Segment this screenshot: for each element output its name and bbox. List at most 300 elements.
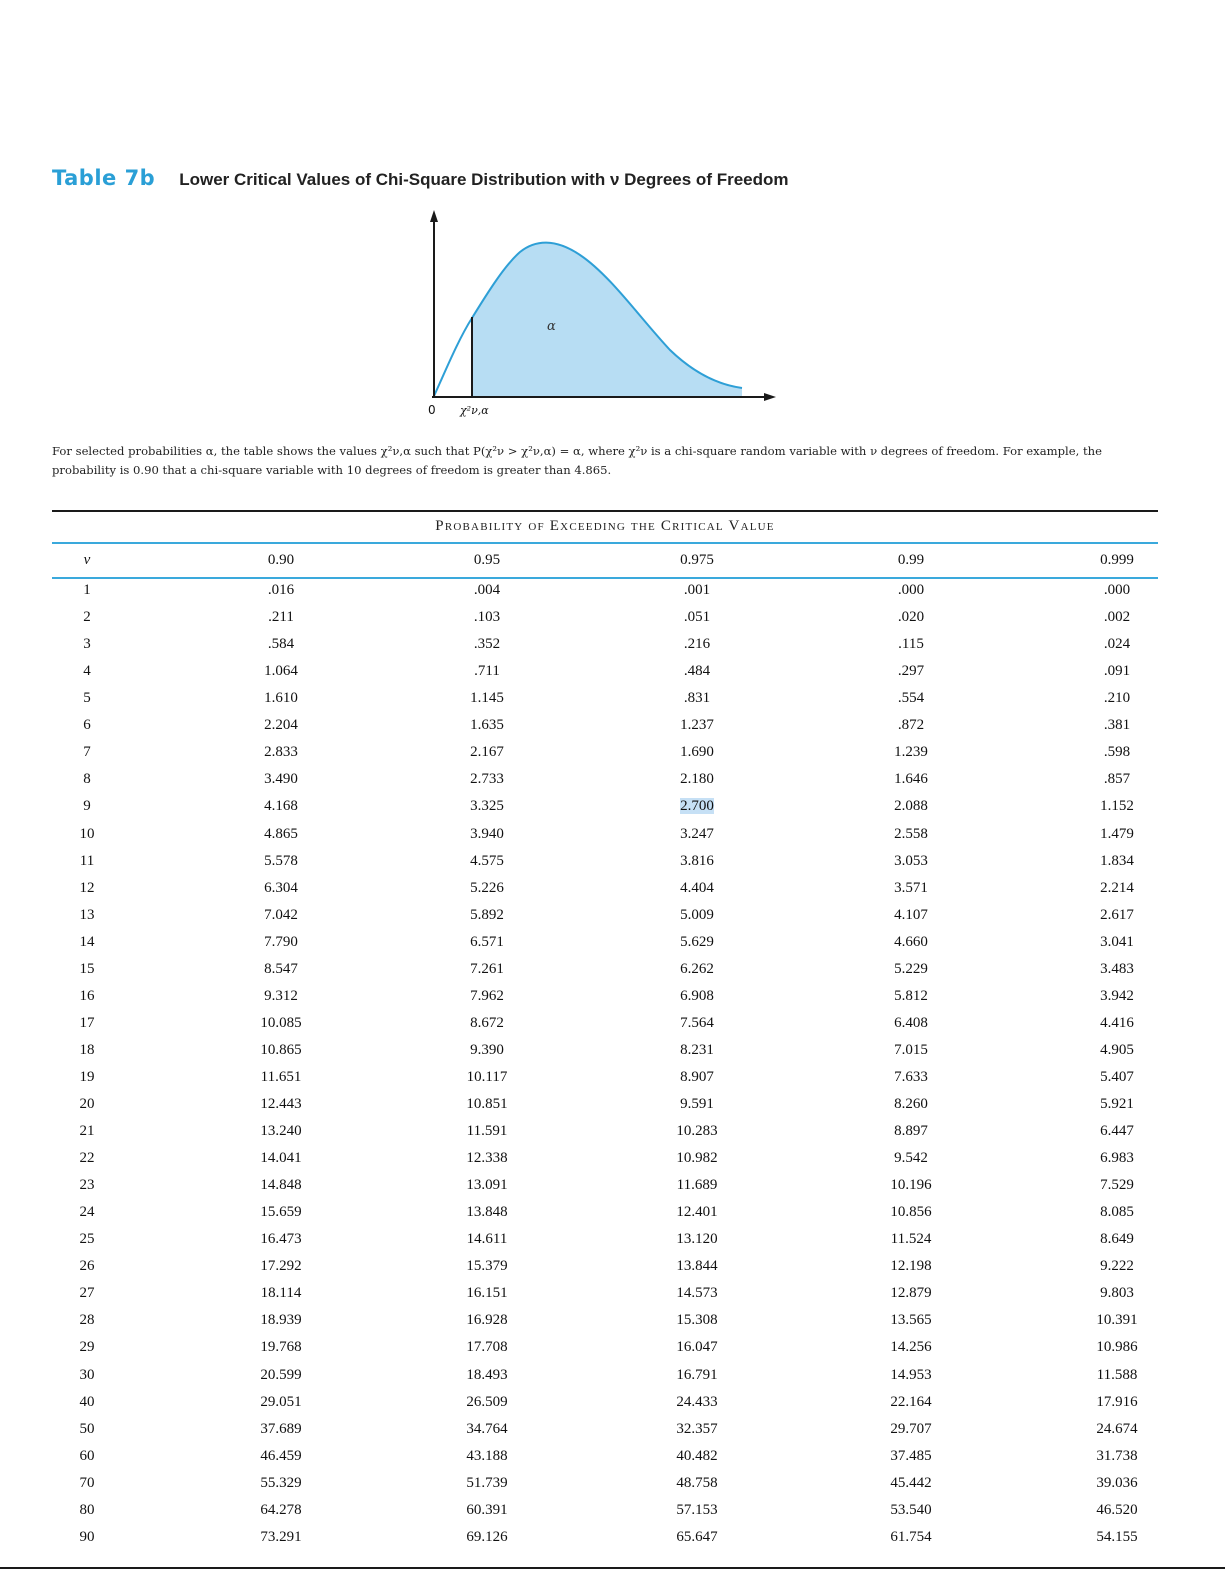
critical-value-cell (866, 1258, 956, 1275)
df-cell (72, 826, 102, 843)
df-cell (72, 1285, 102, 1302)
cell-value: 1.479 (1100, 825, 1134, 842)
cell-value: 8.907 (680, 1068, 714, 1085)
cell-value: 6.571 (470, 933, 504, 950)
cell-value: 3.942 (1100, 987, 1134, 1004)
critical-value-cell (1072, 1367, 1162, 1384)
critical-value-cell (1072, 1475, 1162, 1492)
cell-value: 13.240 (260, 1123, 302, 1139)
cell-value: 2.204 (264, 717, 298, 734)
cell-value: 64.278 (260, 1501, 302, 1518)
critical-value-cell (1072, 1258, 1162, 1275)
cell-value: .216 (683, 636, 711, 653)
critical-value-cell (866, 1475, 956, 1492)
cell-value: 11 (79, 852, 95, 869)
critical-value-cell (442, 690, 532, 707)
cell-value: 14.611 (466, 1231, 508, 1248)
critical-value-cell (866, 988, 956, 1005)
critical-value-cell (442, 1231, 532, 1248)
critical-value-cell (236, 609, 326, 626)
cell-value: 24.674 (1096, 1420, 1138, 1437)
cell-value: 20 (79, 1096, 95, 1112)
chi-square-density-figure (0, 0, 1225, 440)
cell-value: 1.152 (1100, 798, 1134, 815)
critical-value-cell (236, 1123, 326, 1140)
cell-value: 10.982 (676, 1150, 718, 1167)
cell-value: 4 (83, 663, 91, 680)
critical-value-cell (442, 1123, 532, 1140)
cell-value: 3.247 (680, 825, 714, 842)
critical-value-cell (236, 1204, 326, 1221)
table-number: Table 7b (52, 166, 156, 190)
critical-value-cell (1072, 880, 1162, 897)
critical-value-cell (1072, 690, 1162, 707)
critical-value-cell (236, 988, 326, 1005)
cell-value: 40.482 (676, 1447, 718, 1464)
cell-value: 8.649 (1100, 1231, 1134, 1248)
critical-value-cell (442, 636, 532, 653)
df-cell (72, 1231, 102, 1248)
critical-value-cell (236, 1096, 326, 1113)
critical-value-cell (1072, 1123, 1162, 1140)
probability-super-header: Probability of Exceeding the Critical Value (435, 518, 775, 534)
cell-value: 25 (79, 1231, 95, 1248)
critical-value-cell (1072, 1177, 1162, 1194)
df-cell (72, 1015, 102, 1032)
critical-value-cell (652, 1367, 742, 1384)
critical-value-cell (1072, 1231, 1162, 1248)
critical-value-cell (236, 771, 326, 788)
df-cell (72, 717, 102, 734)
critical-value-cell (236, 1258, 326, 1275)
cell-value: 2.088 (894, 798, 928, 815)
cell-value: .051 (683, 609, 711, 625)
critical-value-cell (866, 934, 956, 951)
cell-value: 3.041 (1100, 933, 1134, 950)
cell-value: 15 (79, 960, 95, 977)
critical-value-cell (1072, 1285, 1162, 1302)
critical-value-cell (652, 771, 742, 788)
critical-value-cell (442, 907, 532, 924)
cell-value: 18.493 (466, 1366, 508, 1383)
critical-value-cell (866, 744, 956, 761)
critical-value-cell (236, 1529, 326, 1546)
critical-value-cell (236, 1367, 326, 1384)
cell-value: 22 (79, 1150, 95, 1167)
critical-value-cell (442, 1285, 532, 1302)
cell-value: 7.261 (470, 960, 504, 977)
cell-value: 6.304 (264, 879, 298, 896)
cell-value: 8.897 (894, 1123, 928, 1139)
cell-value: 10.391 (1096, 1312, 1138, 1329)
cell-value: 3 (83, 636, 91, 653)
critical-value-cell (652, 1258, 742, 1275)
critical-value-cell (442, 988, 532, 1005)
critical-value-cell (442, 1367, 532, 1384)
header-rule (52, 577, 1158, 579)
df-cell (72, 934, 102, 951)
cell-value: 43.188 (466, 1447, 508, 1464)
df-cell (72, 609, 102, 626)
cell-value: 5.226 (470, 879, 504, 896)
cell-value: 14.573 (676, 1285, 718, 1302)
cell-value: 7.962 (470, 987, 504, 1004)
critical-value-cell (236, 690, 326, 707)
critical-value-cell (442, 1312, 532, 1329)
cell-value: 7.790 (264, 933, 298, 950)
cell-value: 48.758 (676, 1474, 718, 1491)
df-cell (72, 798, 102, 815)
critical-value-cell (866, 690, 956, 707)
cell-value: 80 (79, 1501, 95, 1518)
critical-value-cell (866, 1339, 956, 1356)
cell-value: 2 (83, 609, 91, 625)
cell-value: 8.231 (680, 1041, 714, 1058)
cell-value: 17.708 (466, 1339, 508, 1356)
cell-value: 20.599 (260, 1366, 302, 1383)
cell-value: 60.391 (466, 1501, 508, 1518)
critical-value-cell (1072, 934, 1162, 951)
cell-value: 7 (83, 744, 91, 761)
critical-value-cell (236, 880, 326, 897)
critical-value-cell (236, 1312, 326, 1329)
cell-value: 13.848 (466, 1204, 508, 1221)
cell-value: 22.164 (890, 1393, 932, 1410)
critical-value-cell (236, 636, 326, 653)
critical-value-cell (236, 826, 326, 843)
cell-value: 3.053 (894, 852, 928, 869)
cell-value: .020 (897, 609, 925, 625)
cell-value: 37.689 (260, 1420, 302, 1437)
critical-value-cell (652, 1339, 742, 1356)
critical-value-cell (866, 1177, 956, 1194)
cell-value: 46.459 (260, 1447, 302, 1464)
cell-value: 12 (79, 879, 95, 896)
cell-value: 2.180 (680, 771, 714, 788)
critical-value-cell (442, 961, 532, 978)
cell-value: 39.036 (1096, 1474, 1138, 1491)
critical-value-cell (236, 853, 326, 870)
x-axis-arrow (764, 393, 776, 401)
cell-value: 50 (79, 1420, 95, 1437)
cell-value: 11.689 (676, 1177, 718, 1194)
df-cell (72, 771, 102, 788)
critical-value-cell (866, 961, 956, 978)
cell-value: 8.260 (894, 1096, 928, 1112)
cell-value: 32.357 (676, 1420, 718, 1437)
critical-value-cell (866, 1285, 956, 1302)
critical-value-cell (652, 1150, 742, 1167)
critical-value-cell (1072, 1394, 1162, 1411)
cell-value: .584 (267, 636, 295, 653)
df-cell (72, 1312, 102, 1329)
table-description: For selected probabilities α, the table shows the values χ²ν,α such that P(χ²ν > χ²ν,α) = α, where χ²ν is a chi-square random variable with ν degrees of freedom. For example, the probability is 0.90 that a chi-square variable with 10 degrees of freedom is greater than 4.865. (52, 444, 1102, 477)
cell-value: 12.338 (466, 1150, 508, 1167)
cell-value: 11.524 (890, 1231, 932, 1248)
cell-value: 2.617 (1100, 906, 1134, 923)
critical-value-cell (236, 1394, 326, 1411)
cell-value: 18 (79, 1041, 95, 1058)
cell-value: 4.168 (264, 798, 298, 815)
cell-value: 6 (83, 717, 91, 734)
df-cell (72, 1502, 102, 1519)
cell-value: 55.329 (260, 1474, 302, 1491)
cell-value: .115 (898, 636, 924, 653)
cell-value: 15.308 (676, 1312, 718, 1329)
critical-value-cell (866, 1312, 956, 1329)
critical-value-cell (866, 1150, 956, 1167)
critical-value-cell (1072, 1312, 1162, 1329)
critical-value-cell (442, 717, 532, 734)
cell-value: 13 (79, 906, 95, 923)
cell-value: .484 (683, 663, 711, 680)
cell-value: 21 (79, 1123, 95, 1139)
critical-value-cell (652, 636, 742, 653)
cell-value: 7.042 (264, 906, 298, 923)
cell-value: 19 (79, 1068, 95, 1085)
cell-value: 2.700 (680, 798, 714, 815)
critical-value-cell (442, 1096, 532, 1113)
cell-value: .352 (473, 636, 501, 653)
cell-value: 4.107 (894, 906, 928, 923)
critical-value-cell (442, 880, 532, 897)
critical-value-cell (236, 1069, 326, 1086)
cell-value: 6.908 (680, 987, 714, 1004)
critical-value-cell (442, 582, 532, 599)
critical-value-cell (866, 1096, 956, 1113)
cell-value: 12.401 (676, 1204, 718, 1221)
cell-value: .103 (473, 609, 501, 625)
cell-value: .000 (1103, 582, 1131, 598)
cell-value: 10.986 (1096, 1339, 1138, 1356)
critical-value-cell (866, 1015, 956, 1032)
critical-value-cell (236, 1177, 326, 1194)
cell-value: .016 (267, 582, 295, 598)
critical-value-cell (236, 663, 326, 680)
df-cell (72, 1448, 102, 1465)
cell-value: 5.892 (470, 906, 504, 923)
cell-value: 9.591 (680, 1096, 714, 1112)
critical-value-cell (866, 1529, 956, 1546)
alpha-label: α (547, 319, 556, 334)
cell-value: 4.865 (264, 825, 298, 842)
cell-value: 2.214 (1100, 879, 1134, 896)
critical-value-cell (652, 1015, 742, 1032)
critical-value-cell (866, 1367, 956, 1384)
critical-value-cell (236, 744, 326, 761)
critical-value-cell (442, 853, 532, 870)
cell-value: 23 (79, 1177, 95, 1194)
critical-value-cell (236, 798, 326, 815)
critical-value-cell (1072, 1015, 1162, 1032)
cell-value: 5.229 (894, 960, 928, 977)
header-0-90: 0.90 (267, 552, 295, 568)
cell-value: 11.591 (466, 1123, 508, 1139)
df-cell (72, 1394, 102, 1411)
cell-value: 7.529 (1100, 1177, 1134, 1194)
cell-value: .598 (1103, 744, 1131, 761)
df-cell (72, 1123, 102, 1140)
cell-value: 5.629 (680, 933, 714, 950)
table-title: Lower Critical Values of Chi-Square Distribution with ν Degrees of Freedom (179, 170, 789, 189)
critical-value-cell (442, 1015, 532, 1032)
critical-value-cell (652, 609, 742, 626)
critical-value-cell (1072, 582, 1162, 599)
df-cell (72, 1150, 102, 1167)
critical-value-cell (652, 1421, 742, 1438)
cell-value: 11.588 (1096, 1366, 1138, 1383)
df-cell (72, 961, 102, 978)
cell-value: 65.647 (676, 1528, 718, 1545)
critical-value-cell (866, 717, 956, 734)
cell-value: 7.633 (894, 1068, 928, 1085)
critical-value-cell (866, 798, 956, 815)
critical-value-cell (442, 1502, 532, 1519)
cell-value: 26 (79, 1258, 95, 1275)
cell-value: 29.051 (260, 1393, 302, 1410)
cell-value: 17.916 (1096, 1393, 1138, 1410)
critical-value-cell (652, 1204, 742, 1221)
critical-value-cell (442, 1421, 532, 1438)
cell-value: 1.646 (894, 771, 928, 788)
cell-value: 13.120 (676, 1231, 718, 1248)
super-header-rule (52, 542, 1158, 544)
cell-value: 6.447 (1100, 1123, 1134, 1139)
cell-value: 34.764 (466, 1420, 508, 1437)
cell-value: 3.940 (470, 825, 504, 842)
cell-value: 8.547 (264, 960, 298, 977)
cell-value: 3.483 (1100, 960, 1134, 977)
critical-value-cell (652, 907, 742, 924)
critical-value-cell (442, 1394, 532, 1411)
cell-value: 26.509 (466, 1393, 508, 1410)
cell-value: 16.928 (466, 1312, 508, 1329)
critical-value-cell (442, 1042, 532, 1059)
cell-value: 45.442 (890, 1474, 932, 1491)
critical-value-cell (652, 1123, 742, 1140)
cell-value: .091 (1103, 663, 1131, 680)
cell-value: 29.707 (890, 1420, 932, 1437)
critical-value-cell (866, 1448, 956, 1465)
cell-value: 6.262 (680, 960, 714, 977)
cell-value: 28 (79, 1312, 95, 1329)
critical-value-cell (236, 582, 326, 599)
critical-value-cell (442, 1069, 532, 1086)
critical-value-cell (442, 1204, 532, 1221)
cell-value: 37.485 (890, 1447, 932, 1464)
critical-value-cell (1072, 663, 1162, 680)
critical-value-cell (652, 934, 742, 951)
critical-value-cell (652, 798, 742, 815)
critical-value-cell (1072, 744, 1162, 761)
cell-value: .554 (897, 690, 925, 707)
critical-value-cell (652, 853, 742, 870)
cell-value: 2.733 (470, 771, 504, 788)
bottom-rule (0, 1567, 1225, 1569)
critical-value-cell (866, 609, 956, 626)
critical-value-cell (866, 907, 956, 924)
critical-value-cell (236, 1285, 326, 1302)
cell-value: 12.879 (890, 1285, 932, 1302)
critical-value-cell (442, 1475, 532, 1492)
cell-value: .211 (268, 609, 294, 625)
critical-value-cell (652, 1529, 742, 1546)
critical-value-cell (236, 1150, 326, 1167)
cell-value: 10.856 (890, 1204, 932, 1221)
df-cell (72, 907, 102, 924)
df-cell (72, 1096, 102, 1113)
cell-value: 53.540 (890, 1501, 932, 1518)
cell-value: 14.848 (260, 1177, 302, 1194)
critical-value-cell (652, 1502, 742, 1519)
critical-value-cell (236, 1502, 326, 1519)
cell-value: 1.610 (264, 690, 298, 707)
critical-value-cell (1072, 1421, 1162, 1438)
cell-value: 17.292 (260, 1258, 302, 1275)
y-axis-arrow (430, 210, 438, 222)
cell-value: 29 (79, 1339, 95, 1356)
critical-value-cell (1072, 1502, 1162, 1519)
critical-value-cell (652, 988, 742, 1005)
critical-value-cell (866, 636, 956, 653)
critical-value-cell (866, 1042, 956, 1059)
critical-value-cell (652, 1394, 742, 1411)
cell-value: 1.834 (1100, 852, 1134, 869)
cell-value: 19.768 (260, 1339, 302, 1356)
cell-value: 1.690 (680, 744, 714, 761)
cell-value: 13.565 (890, 1312, 932, 1329)
cell-value: 10.196 (890, 1177, 932, 1194)
cell-value: 24 (79, 1204, 95, 1221)
df-cell (72, 880, 102, 897)
critical-value-cell (236, 961, 326, 978)
header-0-95: 0.95 (473, 552, 501, 568)
cell-value: 8.672 (470, 1014, 504, 1031)
header-0-99: 0.99 (897, 552, 925, 568)
cell-value: 16.047 (676, 1339, 718, 1356)
critical-value-cell (1072, 1096, 1162, 1113)
critical-value-cell (1072, 1529, 1162, 1546)
cell-value: 1.064 (264, 663, 298, 680)
df-cell (72, 1421, 102, 1438)
cell-value: 14 (79, 933, 95, 950)
cell-value: .000 (897, 582, 925, 598)
critical-value-cell (652, 582, 742, 599)
critical-value-cell (442, 771, 532, 788)
df-cell (72, 663, 102, 680)
cell-value: 9.542 (894, 1150, 928, 1167)
cell-value: 57.153 (676, 1501, 718, 1518)
cell-value: 16.473 (260, 1231, 302, 1248)
cell-value: 14.953 (890, 1366, 932, 1383)
df-cell (72, 1258, 102, 1275)
critical-value-cell (652, 1069, 742, 1086)
critical-value-cell (866, 1231, 956, 1248)
df-cell (72, 582, 102, 599)
cell-value: 2.833 (264, 744, 298, 761)
cell-value: 2.167 (470, 744, 504, 761)
cell-value: 5 (83, 690, 91, 707)
cell-value: 4.416 (1100, 1014, 1134, 1031)
critical-value-cell (236, 1339, 326, 1356)
header-0-999: 0.999 (1100, 552, 1134, 568)
df-cell (72, 853, 102, 870)
cell-value: 4.905 (1100, 1041, 1134, 1058)
critical-value-cell (866, 853, 956, 870)
cell-value: 3.490 (264, 771, 298, 788)
critical-value-cell (1072, 853, 1162, 870)
critical-value-cell (866, 771, 956, 788)
